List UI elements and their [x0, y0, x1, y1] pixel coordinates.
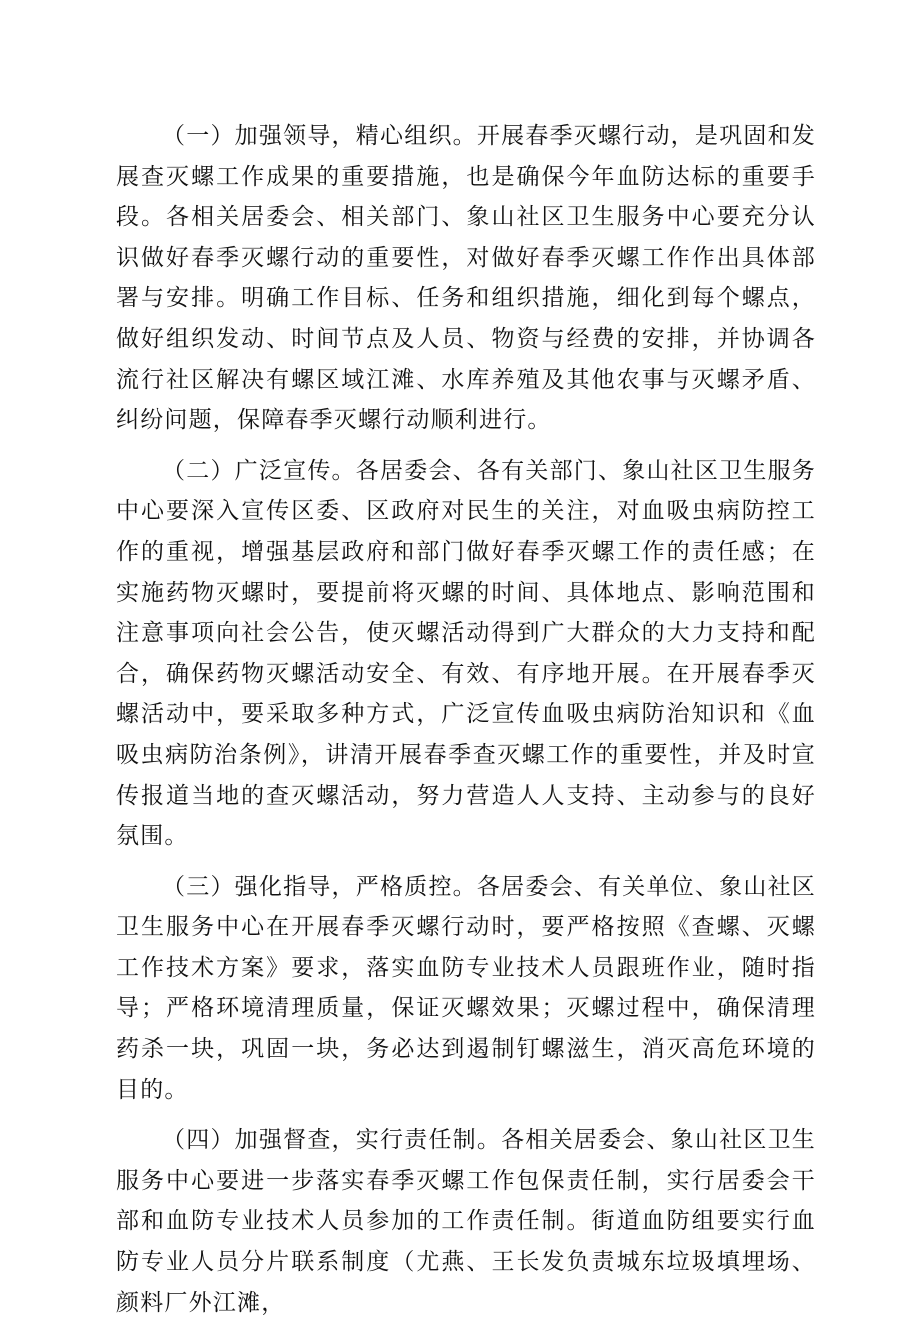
paragraph-3: （三）强化指导，严格质控。各居委会、有关单位、象山社区卫生服务中心在开展春季灭螺行动时，要严格按照《查螺、灭螺工作技术方案》要求，落实血防专业技术人员跟班作业，随时指导；严格环境清理质量，保证灭螺效果；灭螺过程中，确保清理药杀一块，巩固一块，务必达到遏制钉螺滋生，消灭高危环境的目的。: [116, 873, 816, 1103]
document-body: [116, 116, 816, 1333]
paragraph-1: （一）加强领导，精心组织。开展春季灭螺行动，是巩固和发展查灭螺工作成果的重要措施，也是确保今年血防达标的重要手段。各相关居委会、相关部门、象山社区卫生服务中心要充分认识做好春季灭螺行动的重要性，对做好春季灭螺工作作出具体部署与安排。明确工作目标、任务和组织措施，细化到每个螺点，做好组织发动、时间节点及人员、物资与经费的安排，并协调各流行社区解决有螺区域江滩、水库养殖及其他农事与灭螺矛盾、纠纷问题，保障春季灭螺行动顺利进行。: [116, 123, 816, 434]
paragraph-2: （二）广泛宣传。各居委会、各有关部门、象山社区卫生服务中心要深入宣传区委、区政府对民生的关注，对血吸虫病防控工作的重视，增强基层政府和部门做好春季灭螺工作的责任感；在实施药物灭螺时，要提前将灭螺的时间、具体地点、影响范围和注意事项向社会公告，使灭螺活动得到广大群众的大力支持和配合，确保药物灭螺活动安全、有效、有序地开展。在开展春季灭螺活动中，要采取多种方式，广泛宣传血吸虫病防治知识和《血吸虫病防治条例》，讲清开展春季查灭螺工作的重要性，并及时宣传报道当地的查灭螺活动，努力营造人人支持、主动参与的良好氛围。: [116, 457, 816, 850]
paragraph-4: （四）加强督查，实行责任制。各相关居委会、象山社区卫生服务中心要进一步落实春季灭螺工作包保责任制，实行居委会干部和血防专业技术人员参加的工作责任制。街道血防组要实行血防专业人员分片联系制度（尤燕、王长发负责城东垃圾填埋场、颜料厂外江滩，: [116, 1127, 816, 1316]
